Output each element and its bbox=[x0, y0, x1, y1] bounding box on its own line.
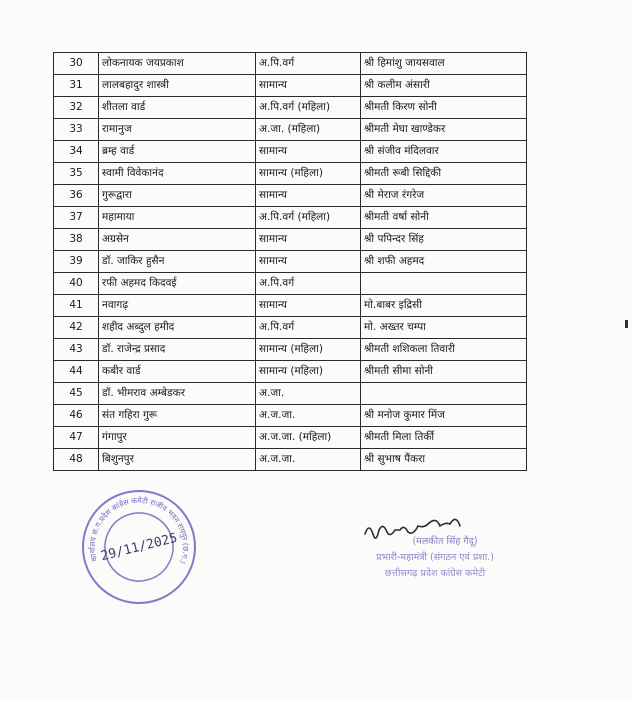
ward-name: गंगापुर bbox=[99, 427, 256, 449]
candidate-name: श्री सुभाष पैंकरा bbox=[361, 449, 527, 471]
candidate-name bbox=[361, 273, 527, 295]
ward-name: महामाया bbox=[99, 207, 256, 229]
row-number: 32 bbox=[54, 97, 99, 119]
table-row bbox=[54, 449, 527, 471]
reservation-category: सामान्य bbox=[256, 141, 361, 163]
candidate-name: मो.बाबर इद्रिसी bbox=[361, 295, 527, 317]
ward-name: अग्रसेन bbox=[99, 229, 256, 251]
reservation-category: अ.पि.वर्ग bbox=[256, 317, 361, 339]
table-row bbox=[54, 229, 527, 251]
reservation-category: सामान्य (महिला) bbox=[256, 361, 361, 383]
row-number: 44 bbox=[54, 361, 99, 383]
row-number: 33 bbox=[54, 119, 99, 141]
table-row bbox=[54, 383, 527, 405]
ward-name: स्वामी विवेकानंद bbox=[99, 163, 256, 185]
row-number: 36 bbox=[54, 185, 99, 207]
ward-name: डॉ. राजेन्द्र प्रसाद bbox=[99, 339, 256, 361]
signature-seal bbox=[335, 512, 535, 592]
reservation-category: अ.पि.वर्ग (महिला) bbox=[256, 97, 361, 119]
table-row bbox=[54, 273, 527, 295]
ward-name: शीतला वार्ड bbox=[99, 97, 256, 119]
reservation-category: सामान्य (महिला) bbox=[256, 163, 361, 185]
ward-name: लोकनायक जयप्रकाश bbox=[99, 53, 256, 75]
row-number: 48 bbox=[54, 449, 99, 471]
signatory-organization: छत्तीसगढ़ प्रदेश कांग्रेस कमेटी bbox=[384, 568, 486, 579]
table-row bbox=[54, 97, 527, 119]
ward-candidate-table bbox=[53, 52, 527, 471]
candidate-name: श्रीमती किरण सोनी bbox=[361, 97, 527, 119]
candidate-name: श्रीमती रूबी सिद्दिकी bbox=[361, 163, 527, 185]
candidate-name: श्रीमती मिला तिर्की bbox=[361, 427, 527, 449]
reservation-category: सामान्य bbox=[256, 229, 361, 251]
table-row bbox=[54, 295, 527, 317]
scan-mark bbox=[625, 320, 628, 328]
row-number: 39 bbox=[54, 251, 99, 273]
row-number: 46 bbox=[54, 405, 99, 427]
row-number: 31 bbox=[54, 75, 99, 97]
ward-name: गुरूद्वारा bbox=[99, 185, 256, 207]
reservation-category: अ.पि.वर्ग bbox=[256, 273, 361, 295]
row-number: 34 bbox=[54, 141, 99, 163]
row-number: 45 bbox=[54, 383, 99, 405]
stamp-ring-text: कार्यालय छ.ग.प्रदेश कांग्रेस कमेटी राजीव भवन रायपुर (छ.ग.) bbox=[87, 495, 191, 566]
table-row bbox=[54, 317, 527, 339]
reservation-category: अ.ज.जा. bbox=[256, 449, 361, 471]
ward-name: बिशुनपुर bbox=[99, 449, 256, 471]
stamp-date: 29/11/2025 bbox=[99, 530, 179, 565]
row-number: 35 bbox=[54, 163, 99, 185]
table-row bbox=[54, 185, 527, 207]
candidate-name: श्री कलीम अंसारी bbox=[361, 75, 527, 97]
candidate-name: श्री शफी अहमद bbox=[361, 251, 527, 273]
office-seal-stamp bbox=[80, 488, 198, 606]
reservation-category: सामान्य bbox=[256, 185, 361, 207]
ward-name: लालबहादुर शास्त्री bbox=[99, 75, 256, 97]
reservation-category: सामान्य bbox=[256, 251, 361, 273]
reservation-category: अ.पि.वर्ग (महिला) bbox=[256, 207, 361, 229]
signature-block bbox=[335, 512, 535, 592]
row-number: 30 bbox=[54, 53, 99, 75]
table-row bbox=[54, 119, 527, 141]
reservation-category: अ.जा. bbox=[256, 383, 361, 405]
candidate-name: श्री मेराज रंगरेज bbox=[361, 185, 527, 207]
ward-name: डॉ. भीमराव अम्बेडकर bbox=[99, 383, 256, 405]
row-number: 40 bbox=[54, 273, 99, 295]
reservation-category: अ.जा. (महिला) bbox=[256, 119, 361, 141]
ward-name: रामानुज bbox=[99, 119, 256, 141]
candidate-name: श्रीमती शशिकला तिवारी bbox=[361, 339, 527, 361]
row-number: 42 bbox=[54, 317, 99, 339]
reservation-category: सामान्य (महिला) bbox=[256, 339, 361, 361]
table-row bbox=[54, 53, 527, 75]
candidate-name: श्रीमती मेघा खाण्डेकर bbox=[361, 119, 527, 141]
ward-name: ब्रम्ह वार्ड bbox=[99, 141, 256, 163]
ward-name: शहीद अब्दुल हमीद bbox=[99, 317, 256, 339]
row-number: 43 bbox=[54, 339, 99, 361]
table-row bbox=[54, 339, 527, 361]
table-row bbox=[54, 361, 527, 383]
table-row bbox=[54, 251, 527, 273]
reservation-category: सामान्य bbox=[256, 295, 361, 317]
signatory-title: प्रभारी-महामंत्री (संगठन एवं प्रशा.) bbox=[376, 552, 494, 563]
reservation-category: अ.ज.जा. (महिला) bbox=[256, 427, 361, 449]
ward-name: नवागढ़ bbox=[99, 295, 256, 317]
reservation-category: सामान्य bbox=[256, 75, 361, 97]
row-number: 47 bbox=[54, 427, 99, 449]
table-row bbox=[54, 405, 527, 427]
candidate-name: मो. अख्तर चम्पा bbox=[361, 317, 527, 339]
candidate-name bbox=[361, 383, 527, 405]
reservation-category: अ.ज.जा. bbox=[256, 405, 361, 427]
ward-name: डॉ. जाकिर हुसैन bbox=[99, 251, 256, 273]
ward-name: संत गहिरा गुरू bbox=[99, 405, 256, 427]
candidate-name: श्रीमती सीमा सोनी bbox=[361, 361, 527, 383]
row-number: 38 bbox=[54, 229, 99, 251]
row-number: 37 bbox=[54, 207, 99, 229]
table-row bbox=[54, 163, 527, 185]
ward-name: कबीर वार्ड bbox=[99, 361, 256, 383]
candidate-name: श्री मनोज कुमार मिंज bbox=[361, 405, 527, 427]
row-number: 41 bbox=[54, 295, 99, 317]
candidate-name: श्री संजीव मंदिलवार bbox=[361, 141, 527, 163]
table-row bbox=[54, 427, 527, 449]
candidate-name: श्रीमती वर्षा सोनी bbox=[361, 207, 527, 229]
reservation-category: अ.पि.वर्ग bbox=[256, 53, 361, 75]
table-row bbox=[54, 207, 527, 229]
table-row bbox=[54, 141, 527, 163]
candidate-name: श्री पपिन्दर सिंह bbox=[361, 229, 527, 251]
table-row bbox=[54, 75, 527, 97]
candidate-name: श्री हिमांशु जायसवाल bbox=[361, 53, 527, 75]
table-body bbox=[54, 53, 527, 471]
signatory-name: (मलकीत सिंह गैदू) bbox=[412, 536, 478, 547]
ward-name: रफी अहमद किदवई bbox=[99, 273, 256, 295]
